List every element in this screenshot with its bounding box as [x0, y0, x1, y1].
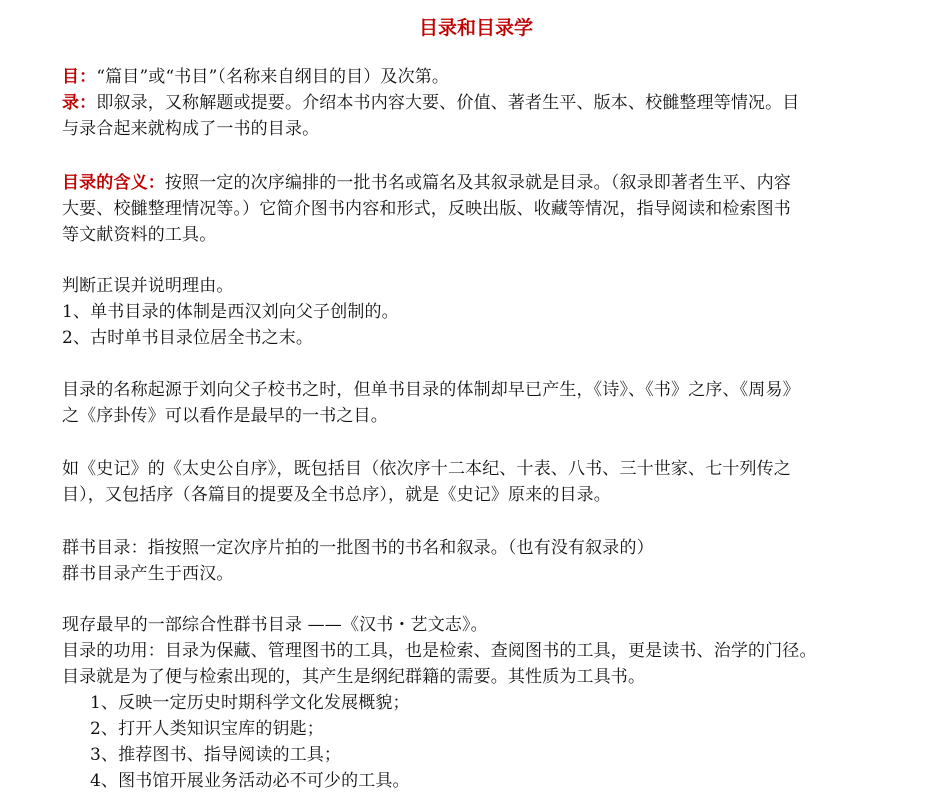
function-line-2: 目录就是为了便与检索出现的，其产生是纲纪群籍的需要。其性质为工具书。 — [62, 667, 646, 687]
function-line-1: 目录的功用：目录为保藏、管理图书的工具，也是检索、查阅图书的工具，更是读书、治学的门径。 — [62, 641, 817, 661]
definition-mu — [62, 64, 914, 90]
earliest-catalog: 现存最早的一部综合性群书目录 ——《汉书・艺文志》。 — [62, 615, 488, 635]
qunshu-definition: 群书目录：指按照一定次序片拍的一批图书的书名和叙录。（也有没有叙录的） — [62, 538, 654, 558]
meaning-label: 目录的含义： — [62, 173, 165, 193]
judge-intro: 判断正误并说明理由。 — [62, 276, 234, 296]
definition-lu — [62, 90, 914, 116]
function-item-4: 4、图书馆开展业务活动必不可少的工具。 — [90, 771, 410, 791]
qunshu-origin: 群书目录产生于西汉。 — [62, 564, 234, 584]
origin-line-1: 目录的名称起源于刘向父子校书之时，但单书目录的体制却早已产生，《诗》、《书》之序、《周易》 — [62, 380, 800, 400]
meaning-line-3: 等文献资料的工具。 — [62, 225, 217, 245]
function-item-3: 3、推荐图书、指导阅读的工具； — [90, 745, 342, 765]
definition-mu-label: 目： — [62, 67, 97, 87]
judge-item-1: 1、单书目录的体制是西汉刘向父子创制的。 — [62, 302, 399, 322]
judge-item-2: 2、古时单书目录位居全书之末。 — [62, 328, 314, 348]
function-item-1: 1、反映一定历史时期科学文化发展概貌； — [90, 693, 410, 713]
origin-line-2: 之《序卦传》可以看作是最早的一书之目。 — [62, 406, 388, 426]
page-title: 目录和目录学 — [418, 17, 533, 39]
meaning-line-2: 大要、校雠整理情况等。）它简介图书内容和形式，反映出版、收藏等情况，指导阅读和检索图书 — [62, 199, 791, 219]
meaning-paragraph — [62, 170, 914, 196]
shiji-line-1: 如《史记》的《太史公自序》，既包括目（依次序十二本纪、十表、八书、三十世家、七十列传之 — [62, 459, 791, 479]
shiji-line-2: 目），又包括序（各篇目的提要及全书总序），就是《史记》原来的目录。 — [62, 485, 611, 505]
definition-lu-label: 录： — [62, 93, 97, 113]
definition-lu-text-1: 即叙录，又称解题或提要。介绍本书内容大要、价值、著者生平、版本、校雠整理等情况。目 — [96, 93, 800, 113]
function-item-2: 2、打开人类知识宝库的钥匙； — [90, 719, 324, 739]
meaning-text-1: 按照一定的次序编排的一批书名或篇名及其叙录就是目录。（叙录即著者生平、内容 — [164, 173, 791, 193]
definition-lu-line-2: 与录合起来就构成了一书的目录。 — [62, 119, 320, 139]
definition-mu-text: “篇目”或“书目”（名称来自纲目的目）及次第。 — [96, 67, 450, 87]
